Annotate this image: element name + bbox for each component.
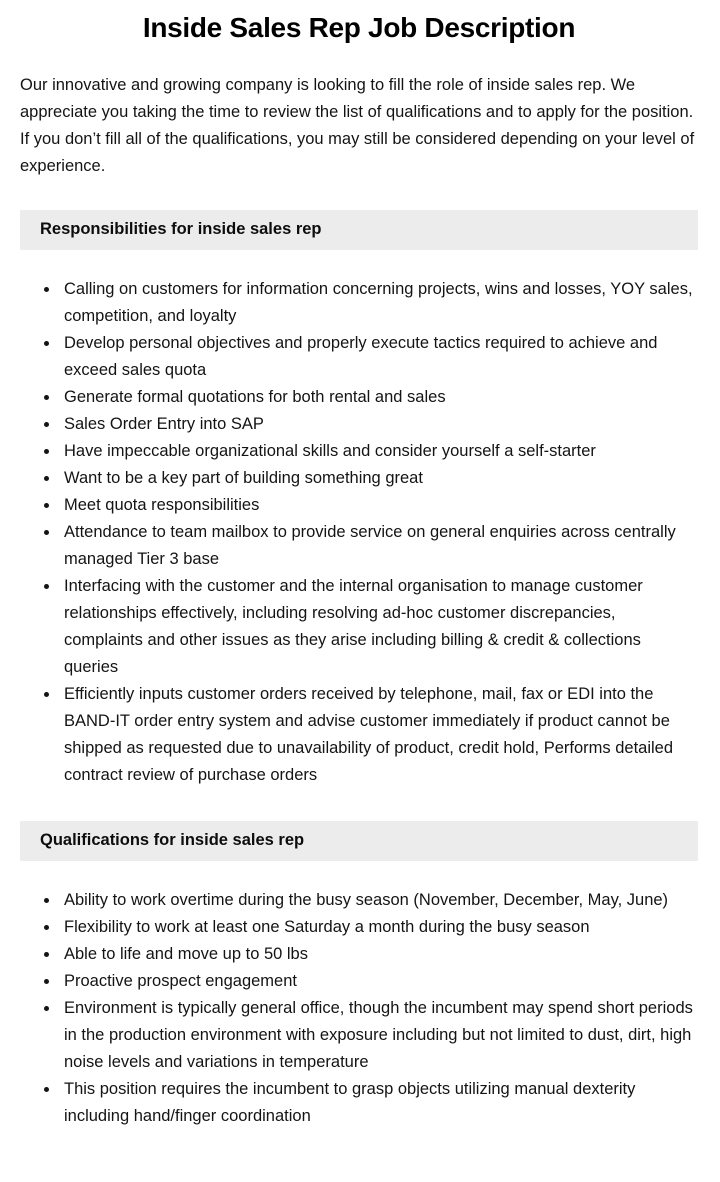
intro-paragraph: Our innovative and growing company is looking to fill the role of inside sales rep. We appreciate you taking the time to review the list of qualifications and to apply for the position. If you don’t fill all of the qualifications, you may still be considered depending on your level of experience. <box>20 76 695 175</box>
list-item: • Generate formal quotations for both rental and sales <box>60 384 698 411</box>
list-item: • Calling on customers for information concerning projects, wins and losses, YOY sales, competition, and loyalty <box>60 276 698 330</box>
list-item: • Meet quota responsibilities <box>60 492 698 519</box>
list-item: • Interfacing with the customer and the internal organisation to manage customer relationships effectively, including resolving ad-hoc customer discrepancies, complaints and other issues as they arise including billing & credit & collections queries <box>60 573 698 681</box>
qualifications-list <box>20 887 698 1130</box>
list-item: • Efficiently inputs customer orders received by telephone, mail, fax or EDI into the BAND-IT order entry system and advise customer immediately if product cannot be shipped as requested due to unavailability of product, credit hold, Performs detailed contract review of purchase orders <box>60 681 698 789</box>
list-item: • Environment is typically general office, though the incumbent may spend short periods in the production environment with exposure including but not limited to dust, dirt, high noise levels and variations in temperature <box>60 995 698 1076</box>
responsibilities-list <box>20 276 698 789</box>
list-item: • Proactive prospect engagement <box>60 968 698 995</box>
list-item: • Flexibility to work at least one Saturday a month during the busy season <box>60 914 698 941</box>
page-title: Inside Sales Rep Job Description <box>142 12 576 43</box>
list-item: • Sales Order Entry into SAP <box>60 411 698 438</box>
section-header-responsibilities: Responsibilities for inside sales rep <box>20 210 698 250</box>
list-item: • Have impeccable organizational skills and consider yourself a self-starter <box>60 438 698 465</box>
section-header-qualifications: Qualifications for inside sales rep <box>20 821 698 861</box>
list-item: • Ability to work overtime during the busy season (November, December, May, June) <box>60 887 698 914</box>
list-item: • Develop personal objectives and properly execute tactics required to achieve and exceed sales quota <box>60 330 698 384</box>
list-item: • Attendance to team mailbox to provide service on general enquiries across centrally managed Tier 3 base <box>60 519 698 573</box>
list-item: • Want to be a key part of building something great <box>60 465 698 492</box>
list-item: • Able to life and move up to 50 lbs <box>60 941 698 968</box>
list-item: • This position requires the incumbent to grasp objects utilizing manual dexterity including hand/finger coordination <box>60 1076 698 1130</box>
